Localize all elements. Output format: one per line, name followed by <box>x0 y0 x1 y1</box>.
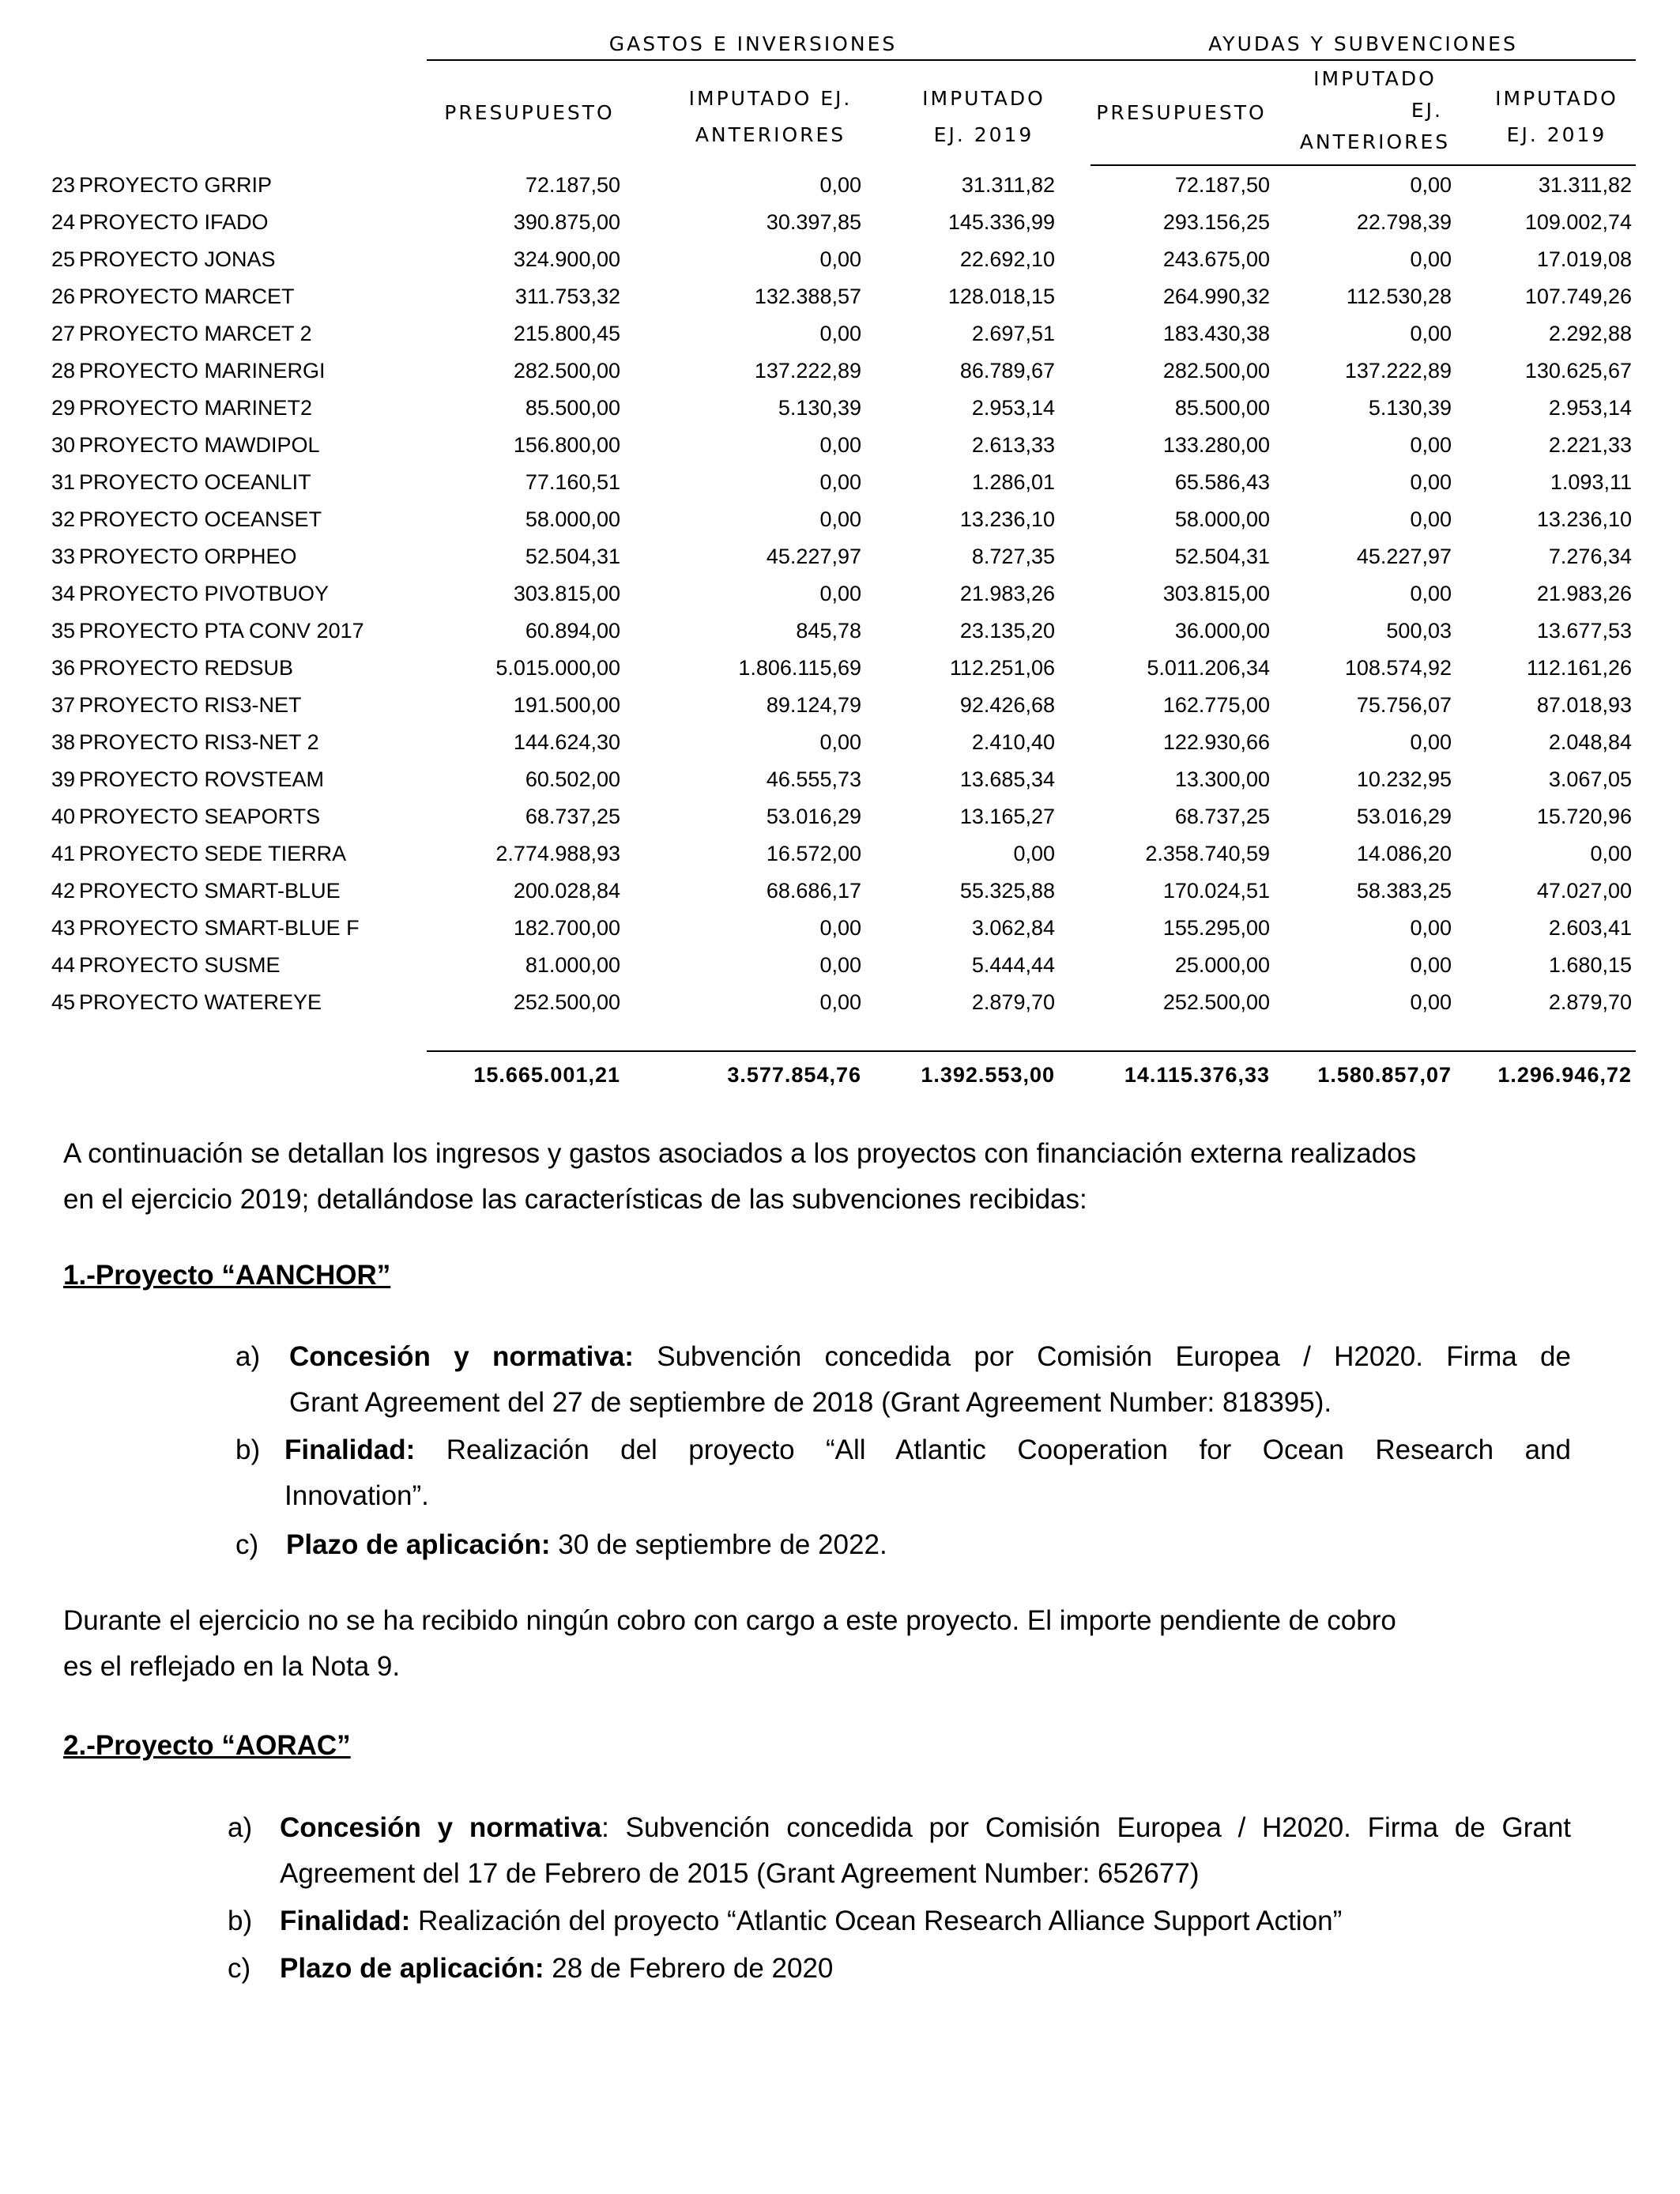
row-number: 31 <box>51 470 75 494</box>
group-header-ayudas: AYUDAS Y SUBVENCIONES <box>1208 32 1518 55</box>
table-row <box>0 390 1680 427</box>
cell-imputado-2019-ayudas: 2.879,70 <box>1548 990 1632 1014</box>
cell-imputado-anteriores-ayudas: 10.232,95 <box>1356 767 1452 791</box>
row-number: 24 <box>51 210 75 234</box>
cell-imputado-anteriores-gastos: 0,00 <box>819 507 861 531</box>
row-number: 38 <box>51 730 75 754</box>
cell-imputado-2019-ayudas: 2.603,41 <box>1548 916 1632 940</box>
section2-heading: 2.-Proyecto “AORAC” <box>63 1730 351 1761</box>
project-name: PROYECTO MARINERGI <box>79 359 326 383</box>
cell-imputado-2019-gastos: 22.692,10 <box>959 247 1055 271</box>
cell-imputado-anteriores-gastos: 0,00 <box>819 433 861 457</box>
col-header-imputado-2019-ayudas <box>1478 82 1636 152</box>
cell-imputado-anteriores-ayudas: 0,00 <box>1410 322 1452 345</box>
cell-imputado-anteriores-gastos: 0,00 <box>819 470 861 494</box>
col-header-imputado-anteriores-gastos <box>664 82 877 152</box>
cell-imputado-anteriores-gastos: 0,00 <box>819 953 861 977</box>
col-header-imputado-2019-gastos <box>901 82 1067 152</box>
cell-presupuesto-ayudas: 36.000,00 <box>1174 619 1270 643</box>
row-number: 44 <box>51 953 75 977</box>
item-line: Grant Agreement del 27 de septiembre de 2018 (Grant Agreement Number: 818395). <box>289 1387 1332 1418</box>
row-number: 43 <box>51 916 75 940</box>
cell-imputado-anteriores-ayudas: 0,00 <box>1410 470 1452 494</box>
item-line: Innovation”. <box>284 1480 429 1511</box>
cell-presupuesto-gastos: 200.028,84 <box>513 879 620 903</box>
cell-imputado-2019-gastos: 92.426,68 <box>959 693 1055 717</box>
row-number: 36 <box>51 656 75 680</box>
project-name: PROYECTO MAWDIPOL <box>79 433 320 457</box>
item-label: Plazo de aplicación: <box>286 1529 551 1560</box>
project-name: PROYECTO SMART-BLUE F <box>79 916 360 940</box>
total-imputado-2019-gastos: 1.392.553,00 <box>921 1063 1055 1087</box>
cell-imputado-anteriores-ayudas: 0,00 <box>1410 582 1452 605</box>
project-name: PROYECTO SEAPORTS <box>79 805 321 828</box>
project-name: PROYECTO PTA CONV 2017 <box>79 619 364 643</box>
group-header-gastos: GASTOS E INVERSIONES <box>608 32 898 55</box>
cell-imputado-2019-gastos: 0,00 <box>1013 842 1055 865</box>
cell-imputado-2019-ayudas: 47.027,00 <box>1536 879 1632 903</box>
cell-presupuesto-gastos: 156.800,00 <box>513 433 620 457</box>
section1-payment-paragraph <box>63 1598 1612 1690</box>
cell-imputado-2019-ayudas: 15.720,96 <box>1536 805 1632 828</box>
cell-imputado-anteriores-ayudas: 53.016,29 <box>1356 805 1452 828</box>
totals-row <box>0 1057 1680 1094</box>
cell-imputado-2019-gastos: 8.727,35 <box>971 545 1055 568</box>
cell-imputado-2019-ayudas: 2.292,88 <box>1548 322 1632 345</box>
row-number: 34 <box>51 582 75 605</box>
cell-imputado-2019-gastos: 55.325,88 <box>959 879 1055 903</box>
cell-presupuesto-gastos: 311.753,32 <box>514 285 620 308</box>
cell-imputado-anteriores-ayudas: 14.086,20 <box>1356 842 1452 865</box>
table-row <box>0 427 1680 464</box>
item-line: Agreement del 17 de Febrero de 2015 (Grant Agreement Number: 652677) <box>280 1858 1200 1889</box>
total-imputado-2019-ayudas: 1.296.946,72 <box>1497 1063 1632 1087</box>
project-name: PROYECTO IFADO <box>79 210 269 234</box>
paragraph-line: es el reflejado en la Nota 9. <box>63 1651 401 1682</box>
item-label: Plazo de aplicación: <box>280 1953 544 1984</box>
cell-presupuesto-ayudas: 243.675,00 <box>1162 247 1270 271</box>
cell-presupuesto-ayudas: 122.930,66 <box>1162 730 1270 754</box>
cell-presupuesto-ayudas: 13.300,00 <box>1174 767 1270 791</box>
table-row <box>0 613 1680 650</box>
cell-presupuesto-ayudas: 68.737,25 <box>1174 805 1270 828</box>
cell-presupuesto-gastos: 252.500,00 <box>513 990 620 1014</box>
total-imputado-anteriores-gastos: 3.577.854,76 <box>727 1063 861 1087</box>
cell-imputado-anteriores-gastos: 0,00 <box>819 916 861 940</box>
item-text: Realización del proyecto “Atlantic Ocean Research Alliance Support Action” <box>410 1906 1343 1936</box>
cell-imputado-2019-gastos: 31.311,82 <box>961 173 1055 197</box>
cell-presupuesto-gastos: 5.015.000,00 <box>495 656 620 680</box>
cell-imputado-2019-ayudas: 21.983,26 <box>1536 582 1632 605</box>
col-header-presupuesto-gastos: PRESUPUESTO <box>444 101 615 124</box>
cell-presupuesto-ayudas: 52.504,31 <box>1174 545 1270 568</box>
cell-imputado-anteriores-gastos: 0,00 <box>819 173 861 197</box>
cell-presupuesto-gastos: 324.900,00 <box>513 247 620 271</box>
project-name: PROYECTO RIS3-NET 2 <box>79 730 319 754</box>
cell-presupuesto-ayudas: 72.187,50 <box>1174 173 1270 197</box>
cell-imputado-2019-ayudas: 87.018,93 <box>1536 693 1632 717</box>
row-number: 25 <box>51 247 75 271</box>
cell-presupuesto-gastos: 182.700,00 <box>513 916 620 940</box>
row-number: 40 <box>51 805 75 828</box>
item-text: Subvención concedida por Comisión Europea / H2020. Firma de <box>633 1341 1571 1372</box>
cell-imputado-anteriores-ayudas: 108.574,92 <box>1344 656 1452 680</box>
total-presupuesto-gastos: 15.665.001,21 <box>473 1063 620 1087</box>
cell-presupuesto-gastos: 303.815,00 <box>513 582 620 605</box>
cell-presupuesto-gastos: 52.504,31 <box>525 545 620 568</box>
row-number: 42 <box>51 879 75 903</box>
cell-presupuesto-gastos: 68.737,25 <box>525 805 620 828</box>
cell-presupuesto-gastos: 77.160,51 <box>525 470 620 494</box>
cell-imputado-anteriores-ayudas: 0,00 <box>1410 916 1452 940</box>
row-number: 29 <box>51 396 75 420</box>
cell-imputado-anteriores-ayudas: 0,00 <box>1410 247 1452 271</box>
cell-imputado-anteriores-gastos: 0,00 <box>819 730 861 754</box>
cell-imputado-2019-gastos: 2.697,51 <box>971 322 1055 345</box>
table-row <box>0 873 1680 910</box>
table-row <box>0 204 1680 241</box>
cell-presupuesto-ayudas: 303.815,00 <box>1162 582 1270 605</box>
cell-imputado-anteriores-gastos: 845,78 <box>796 619 861 643</box>
item-marker: a) <box>235 1341 261 1372</box>
cell-imputado-anteriores-gastos: 0,00 <box>819 322 861 345</box>
item-marker: b) <box>235 1434 261 1465</box>
item-marker: c) <box>228 1953 251 1984</box>
totals-rule <box>427 1050 1636 1052</box>
cell-imputado-2019-ayudas: 7.276,34 <box>1548 545 1632 568</box>
cell-presupuesto-ayudas: 2.358.740,59 <box>1145 842 1270 865</box>
intro-paragraph <box>63 1131 1612 1223</box>
col-header-line: EJ. 2019 <box>933 123 1034 146</box>
table-row <box>0 835 1680 873</box>
cell-imputado-2019-gastos: 86.789,67 <box>959 359 1055 383</box>
project-name: PROYECTO ORPHEO <box>79 545 297 568</box>
cell-presupuesto-gastos: 282.500,00 <box>513 359 620 383</box>
item-marker: a) <box>228 1812 253 1843</box>
project-name: PROYECTO OCEANSET <box>79 507 322 531</box>
cell-imputado-2019-gastos: 1.286,01 <box>971 470 1055 494</box>
group-header-rule <box>427 59 1636 61</box>
table-row <box>0 947 1680 984</box>
cell-presupuesto-ayudas: 155.295,00 <box>1162 916 1270 940</box>
row-number: 41 <box>51 842 75 865</box>
item-line <box>284 1427 1571 1473</box>
cell-imputado-2019-ayudas: 130.625,67 <box>1524 359 1632 383</box>
project-name: PROYECTO SMART-BLUE <box>79 879 341 903</box>
project-name: PROYECTO WATEREYE <box>79 990 322 1014</box>
project-name: PROYECTO SUSME <box>79 953 281 977</box>
cell-imputado-anteriores-ayudas: 500,03 <box>1386 619 1452 643</box>
cell-presupuesto-ayudas: 5.011.206,34 <box>1147 656 1270 680</box>
cell-presupuesto-ayudas: 282.500,00 <box>1162 359 1270 383</box>
cell-presupuesto-gastos: 81.000,00 <box>525 953 620 977</box>
cell-presupuesto-gastos: 390.875,00 <box>513 210 620 234</box>
cell-imputado-anteriores-gastos: 68.686,17 <box>766 879 861 903</box>
project-name: PROYECTO SEDE TIERRA <box>79 842 347 865</box>
col-header-line: IMPUTADO EJ. <box>688 87 853 110</box>
cell-imputado-anteriores-gastos: 1.806.115,69 <box>738 656 861 680</box>
section2-item-b <box>228 1898 1571 1946</box>
row-number: 26 <box>51 285 75 308</box>
project-name: PROYECTO JONAS <box>79 247 276 271</box>
cell-imputado-2019-gastos: 23.135,20 <box>959 619 1055 643</box>
row-number: 45 <box>51 990 75 1014</box>
cell-imputado-2019-ayudas: 109.002,74 <box>1524 210 1632 234</box>
project-name: PROYECTO OCEANLIT <box>79 470 311 494</box>
item-line <box>280 1898 1571 1944</box>
cell-imputado-anteriores-ayudas: 0,00 <box>1410 953 1452 977</box>
cell-presupuesto-gastos: 215.800,45 <box>513 322 620 345</box>
cell-imputado-anteriores-gastos: 0,00 <box>819 582 861 605</box>
row-number: 28 <box>51 359 75 383</box>
cell-presupuesto-ayudas: 25.000,00 <box>1174 953 1270 977</box>
table-row <box>0 315 1680 352</box>
table-row <box>0 278 1680 315</box>
cell-presupuesto-gastos: 191.500,00 <box>513 693 620 717</box>
col-header-line: IMPUTADO <box>1495 87 1618 110</box>
cell-imputado-anteriores-ayudas: 137.222,89 <box>1344 359 1452 383</box>
col-header-line: ANTERIORES <box>695 123 846 146</box>
cell-presupuesto-ayudas: 65.586,43 <box>1174 470 1270 494</box>
table-row <box>0 538 1680 575</box>
table-row <box>0 575 1680 613</box>
cell-imputado-anteriores-gastos: 30.397,85 <box>766 210 861 234</box>
cell-imputado-anteriores-ayudas: 58.383,25 <box>1356 879 1452 903</box>
col-header-presupuesto-ayudas: PRESUPUESTO <box>1096 101 1267 124</box>
cell-imputado-2019-ayudas: 1.093,11 <box>1550 470 1632 494</box>
cell-imputado-anteriores-gastos: 53.016,29 <box>766 805 861 828</box>
cell-presupuesto-ayudas: 133.280,00 <box>1162 433 1270 457</box>
item-line <box>289 1334 1571 1380</box>
cell-imputado-anteriores-gastos: 5.130,39 <box>778 396 861 420</box>
col-header-line: IMPUTADO <box>1313 67 1437 90</box>
cell-imputado-2019-ayudas: 107.749,26 <box>1524 285 1632 308</box>
project-name: PROYECTO PIVOTBUOY <box>79 582 330 605</box>
cell-imputado-anteriores-gastos: 0,00 <box>819 247 861 271</box>
cell-imputado-anteriores-gastos: 16.572,00 <box>766 842 861 865</box>
project-name: PROYECTO GRRIP <box>79 173 273 197</box>
project-name: PROYECTO REDSUB <box>79 656 294 680</box>
cell-presupuesto-ayudas: 58.000,00 <box>1174 507 1270 531</box>
table-row <box>0 687 1680 724</box>
cell-imputado-anteriores-ayudas: 22.798,39 <box>1356 210 1452 234</box>
item-marker: b) <box>228 1906 253 1936</box>
cell-imputado-anteriores-ayudas: 5.130,39 <box>1368 396 1452 420</box>
cell-imputado-anteriores-ayudas: 112.530,28 <box>1346 285 1452 308</box>
cell-imputado-anteriores-gastos: 45.227,97 <box>766 545 861 568</box>
cell-presupuesto-gastos: 60.502,00 <box>525 767 620 791</box>
cell-presupuesto-ayudas: 170.024,51 <box>1162 879 1270 903</box>
cell-imputado-2019-gastos: 13.236,10 <box>959 507 1055 531</box>
item-line <box>286 1522 1571 1568</box>
cell-presupuesto-gastos: 58.000,00 <box>525 507 620 531</box>
table-row <box>0 464 1680 501</box>
cell-imputado-anteriores-gastos: 132.388,57 <box>754 285 861 308</box>
cell-imputado-2019-ayudas: 1.680,15 <box>1548 953 1632 977</box>
paragraph-line: Durante el ejercicio no se ha recibido ningún cobro con cargo a este proyecto. El importe pendiente de cobro <box>63 1605 1396 1636</box>
cell-imputado-2019-gastos: 13.165,27 <box>959 805 1055 828</box>
project-name: PROYECTO ROVSTEAM <box>79 767 325 791</box>
cell-presupuesto-gastos: 85.500,00 <box>525 396 620 420</box>
intro-line: A continuación se detallan los ingresos y gastos asociados a los proyectos con financiación externa realizados <box>63 1138 1417 1169</box>
item-label: Concesión y normativa: <box>289 1341 634 1372</box>
row-number: 33 <box>51 545 75 568</box>
cell-imputado-2019-gastos: 128.018,15 <box>947 285 1055 308</box>
table-row <box>0 650 1680 687</box>
cell-imputado-anteriores-gastos: 46.555,73 <box>766 767 861 791</box>
cell-presupuesto-ayudas: 183.430,38 <box>1162 322 1270 345</box>
table-row <box>0 910 1680 947</box>
section1-item-a <box>235 1334 1571 1429</box>
cell-presupuesto-gastos: 72.187,50 <box>525 173 620 197</box>
row-number: 37 <box>51 693 75 717</box>
cell-imputado-anteriores-gastos: 137.222,89 <box>754 359 861 383</box>
cell-imputado-anteriores-gastos: 0,00 <box>819 990 861 1014</box>
row-number: 39 <box>51 767 75 791</box>
item-text: 30 de septiembre de 2022. <box>550 1529 887 1560</box>
cell-imputado-2019-ayudas: 13.677,53 <box>1536 619 1632 643</box>
cell-imputado-2019-gastos: 2.879,70 <box>971 990 1055 1014</box>
row-number: 23 <box>51 173 75 197</box>
cell-presupuesto-gastos: 2.774.988,93 <box>495 842 620 865</box>
cell-imputado-anteriores-ayudas: 0,00 <box>1410 730 1452 754</box>
cell-imputado-anteriores-ayudas: 0,00 <box>1410 173 1452 197</box>
table-row <box>0 352 1680 390</box>
cell-presupuesto-ayudas: 252.500,00 <box>1162 990 1270 1014</box>
row-number: 35 <box>51 619 75 643</box>
cell-presupuesto-ayudas: 293.156,25 <box>1162 210 1270 234</box>
cell-presupuesto-gastos: 60.894,00 <box>525 619 620 643</box>
item-text: : Subvención concedida por Comisión Europea / H2020. Firma de Grant <box>601 1812 1572 1843</box>
cell-imputado-anteriores-ayudas: 75.756,07 <box>1356 693 1452 717</box>
cell-presupuesto-ayudas: 85.500,00 <box>1174 396 1270 420</box>
table-row <box>0 984 1680 1021</box>
table-row <box>0 501 1680 538</box>
project-name: PROYECTO MARINET2 <box>79 396 313 420</box>
item-label: Finalidad: <box>280 1906 411 1936</box>
row-number: 32 <box>51 507 75 531</box>
row-number: 27 <box>51 322 75 345</box>
item-marker: c) <box>235 1529 259 1560</box>
cell-presupuesto-gastos: 144.624,30 <box>513 730 620 754</box>
cell-imputado-2019-ayudas: 13.236,10 <box>1536 507 1632 531</box>
project-name: PROYECTO MARCET 2 <box>79 322 312 345</box>
col-header-line: IMPUTADO <box>922 87 1045 110</box>
section1-heading: 1.-Proyecto “AANCHOR” <box>63 1260 391 1291</box>
cell-imputado-2019-gastos: 2.410,40 <box>971 730 1055 754</box>
section1-item-c <box>235 1522 1571 1570</box>
cell-imputado-anteriores-ayudas: 0,00 <box>1410 990 1452 1014</box>
section2-item-a <box>228 1805 1571 1900</box>
cell-imputado-anteriores-ayudas: 0,00 <box>1410 433 1452 457</box>
cell-imputado-2019-gastos: 145.336,99 <box>947 210 1055 234</box>
cell-imputado-2019-ayudas: 2.221,33 <box>1548 433 1632 457</box>
item-line <box>280 1805 1571 1851</box>
total-presupuesto-ayudas: 14.115.376,33 <box>1124 1063 1270 1087</box>
col-header-line: EJ. 2019 <box>1506 123 1607 146</box>
table-row <box>0 167 1680 204</box>
table-row <box>0 241 1680 278</box>
cell-imputado-2019-gastos: 112.251,06 <box>949 656 1055 680</box>
cell-imputado-2019-gastos: 2.953,14 <box>971 396 1055 420</box>
cell-imputado-anteriores-ayudas: 45.227,97 <box>1356 545 1452 568</box>
table-row <box>0 798 1680 835</box>
cell-imputado-2019-gastos: 5.444,44 <box>971 953 1055 977</box>
cell-imputado-2019-ayudas: 2.048,84 <box>1548 730 1632 754</box>
col-header-imputado-anteriores-ayudas <box>1296 63 1454 158</box>
cell-imputado-2019-ayudas: 3.067,05 <box>1548 767 1632 791</box>
project-name: PROYECTO RIS3-NET <box>79 693 302 717</box>
cell-imputado-2019-ayudas: 31.311,82 <box>1538 173 1632 197</box>
section2-item-c <box>228 1946 1571 1993</box>
cell-imputado-2019-gastos: 2.613,33 <box>971 433 1055 457</box>
item-text: Realización del proyecto “All Atlantic Cooperation for Ocean Research and <box>415 1434 1571 1465</box>
row-number: 30 <box>51 433 75 457</box>
cell-imputado-2019-gastos: 13.685,34 <box>959 767 1055 791</box>
cell-imputado-2019-gastos: 3.062,84 <box>971 916 1055 940</box>
cell-imputado-2019-ayudas: 112.161,26 <box>1526 656 1632 680</box>
cell-presupuesto-ayudas: 162.775,00 <box>1162 693 1270 717</box>
item-line <box>280 1946 1571 1992</box>
cell-imputado-anteriores-ayudas: 0,00 <box>1410 507 1452 531</box>
cell-imputado-2019-gastos: 21.983,26 <box>959 582 1055 605</box>
ayudas-header-rule <box>1090 164 1636 166</box>
item-text: 28 de Febrero de 2020 <box>544 1953 834 1984</box>
item-label: Finalidad: <box>284 1434 416 1465</box>
cell-presupuesto-ayudas: 264.990,32 <box>1162 285 1270 308</box>
project-name: PROYECTO MARCET <box>79 285 295 308</box>
total-imputado-anteriores-ayudas: 1.580.857,07 <box>1317 1063 1452 1087</box>
cell-imputado-2019-ayudas: 0,00 <box>1590 842 1632 865</box>
cell-imputado-anteriores-gastos: 89.124,79 <box>766 693 861 717</box>
table-row <box>0 724 1680 761</box>
intro-line: en el ejercicio 2019; detallándose las características de las subvenciones recibidas: <box>63 1184 1087 1215</box>
cell-imputado-2019-ayudas: 17.019,08 <box>1536 247 1632 271</box>
col-header-line: EJ. <box>1411 99 1443 122</box>
cell-imputado-2019-ayudas: 2.953,14 <box>1548 396 1632 420</box>
item-label: Concesión y normativa <box>280 1812 602 1843</box>
col-header-line: ANTERIORES <box>1299 130 1451 153</box>
section1-item-b <box>235 1427 1571 1522</box>
table-row <box>0 761 1680 798</box>
